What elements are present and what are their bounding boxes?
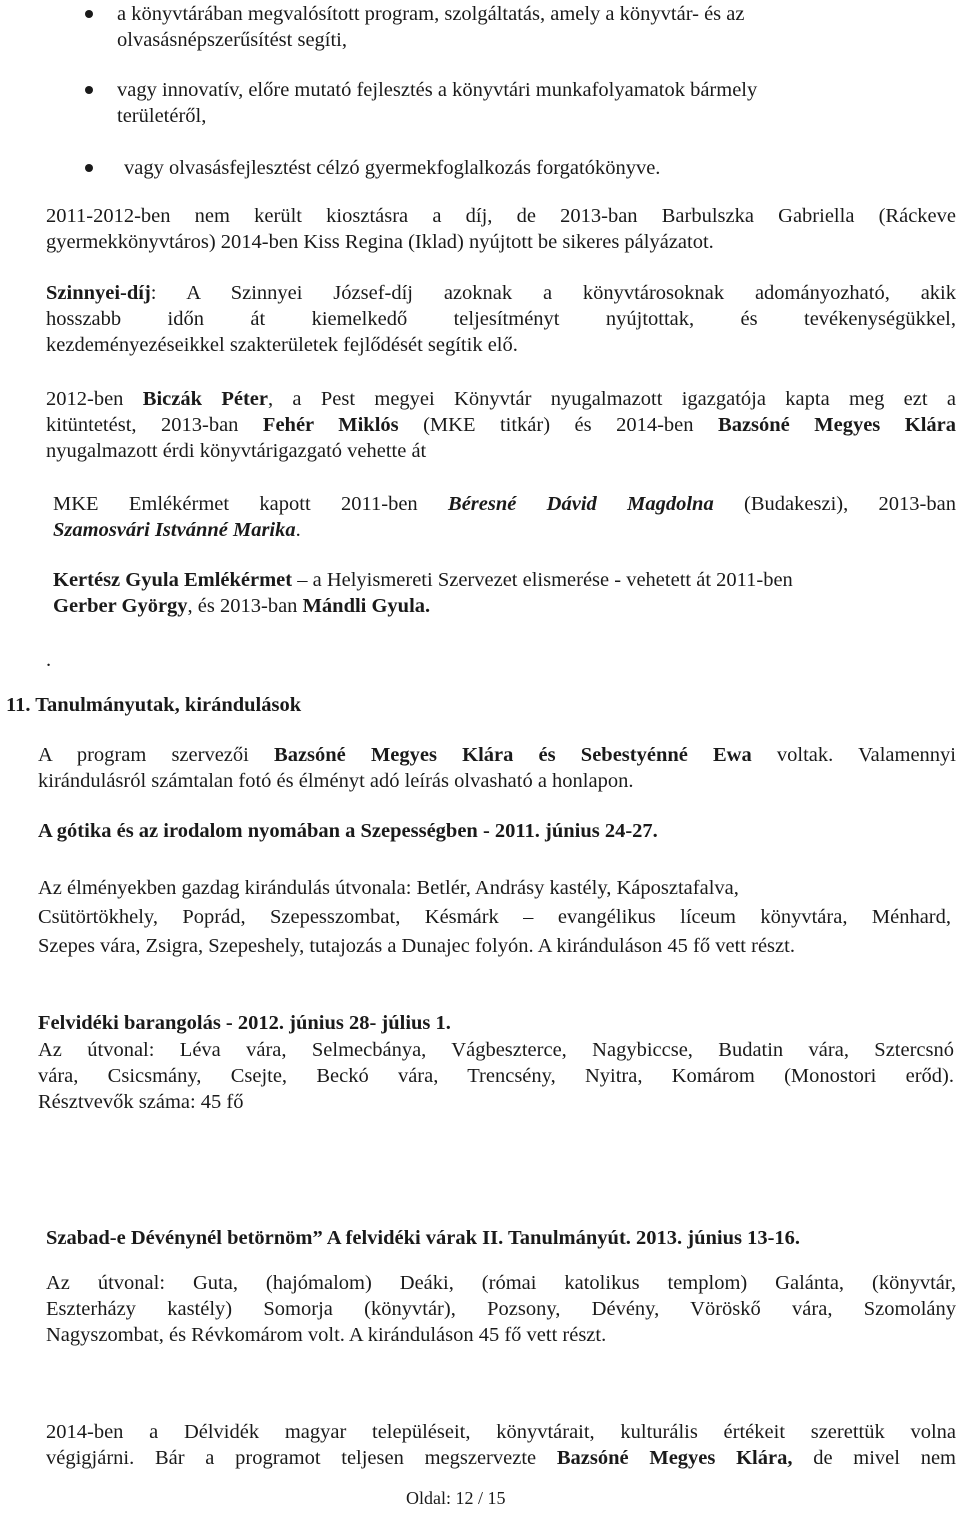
trip-title: Szabad-e Dévénynél betörnöm” A felvidéki várak II. Tanulmányút. 2013. június 13-16. bbox=[46, 1227, 801, 1249]
paragraph-biczak bbox=[46, 386, 956, 464]
trip-description bbox=[46, 1270, 956, 1348]
trip-description bbox=[38, 1037, 954, 1115]
text-line: Nagyszombat, és Révkomárom volt. A kiránduláson 45 fő vett részt. bbox=[46, 1324, 607, 1346]
text-line: a könyvtárában megvalósított program, szolgáltatás, amely a könyvtár- és az bbox=[117, 3, 745, 25]
bullet-icon bbox=[85, 164, 93, 172]
text-line: Az útvonal: Léva vára, Selmecbánya, Vágbeszterce, Nagybiccse, Budatin vára, Sztercsnó bbox=[38, 1039, 954, 1061]
text-line: Csütörtökhely, Poprád, Szepesszombat, Késmárk – evangélikus líceum könyvtára, Ménhard, bbox=[38, 906, 951, 928]
page-number: Oldal: 12 / 15 bbox=[406, 1488, 506, 1508]
stray-dot: . bbox=[46, 649, 52, 671]
text-line: 2011-2012-ben nem került kiosztásra a díj, de 2013-ban Barbulszka Gabriella (Ráckeve bbox=[46, 205, 956, 227]
trip-description bbox=[38, 875, 951, 959]
szinnyei-title: Szinnyei-díj bbox=[46, 282, 151, 304]
text-line: kezdeményezéseikkel szakterületek fejlődését segítik elő. bbox=[46, 334, 518, 356]
text-line: Szamosvári Istvánné Marika. bbox=[53, 519, 301, 541]
text-line: 2014-ben a Délvidék magyar településeit, könyvtárait, kulturális értékeit szerettük volna bbox=[46, 1421, 956, 1443]
text-line: Szepes vára, Zsigra, Szepeshely, tutajozás a Dunajec folyón. A kiránduláson 45 fő vett részt. bbox=[38, 935, 795, 957]
paragraph-szinnyei bbox=[46, 280, 956, 358]
text-line: területéről, bbox=[117, 105, 207, 127]
text-line: Szinnyei-díj: A Szinnyei József-díj azoknak a könyvtárosoknak adományozható, akik bbox=[46, 282, 956, 304]
text-line: kitüntetést, 2013-ban Fehér Miklós (MKE titkár) és 2014-ben Bazsóné Megyes Klára bbox=[46, 414, 956, 436]
text-line: Az útvonal: Guta, (hajómalom) Deáki, (római katolikus templom) Galánta, (könyvtár, bbox=[46, 1272, 956, 1294]
bullet-item bbox=[117, 1, 897, 53]
section-heading bbox=[6, 692, 301, 718]
bullet-item bbox=[117, 77, 897, 129]
text-line: Gerber György, és 2013-ban Mándli Gyula. bbox=[53, 595, 431, 617]
paragraph-mke bbox=[53, 491, 956, 543]
paragraph-program bbox=[38, 742, 956, 794]
paragraph-2011 bbox=[46, 203, 956, 255]
text-line: Résztvevők száma: 45 fő bbox=[38, 1091, 244, 1113]
text-line: hosszabb időn át kiemelkedő teljesítményt nyújtottak, és tevékenységükkel, bbox=[46, 308, 956, 330]
text-line: vagy innovatív, előre mutató fejlesztés a könyvtári munkafolyamatok bármely bbox=[117, 79, 758, 101]
section-number: 11. bbox=[6, 694, 31, 716]
text-line: nyugalmazott érdi könyvtárigazgató vehette át bbox=[46, 440, 427, 462]
bullet-icon bbox=[85, 86, 93, 94]
text-line: Az élményekben gazdag kirándulás útvonala: Betlér, Andrásy kastély, Káposztafalva, bbox=[38, 877, 739, 899]
text-line: Kertész Gyula Emlékérmet – a Helyismereti Szervezet elismerése - vehetett át 2011-ben bbox=[53, 569, 793, 591]
paragraph-2014 bbox=[46, 1419, 956, 1471]
text-line: vagy olvasásfejlesztést célzó gyermekfoglalkozás forgatókönyve. bbox=[124, 157, 661, 179]
trip-title: Felvidéki barangolás - 2012. június 28- július 1. bbox=[38, 1012, 451, 1034]
text-line: 2012-ben Biczák Péter, a Pest megyei Könyvtár nyugalmazott igazgatója kapta meg ezt a bbox=[46, 388, 956, 410]
bullet-icon bbox=[85, 10, 93, 18]
text-line: végigjárni. Bár a programot teljesen megszervezte Bazsóné Megyes Klára, de mivel nem bbox=[46, 1447, 956, 1469]
paragraph-kertesz bbox=[53, 567, 956, 619]
section-title: Tanulmányutak, kirándulások bbox=[35, 694, 302, 716]
text-line: olvasásnépszerűsítést segíti, bbox=[117, 29, 348, 51]
text-line: gyermekkönyvtáros) 2014-ben Kiss Regina (Iklad) nyújtott be sikeres pályázatot. bbox=[46, 231, 714, 253]
text-line: Eszterházy kastély) Somorja (könyvtár), Pozsony, Dévény, Vöröskő vára, Szomolány bbox=[46, 1298, 956, 1320]
trip-title: A gótika és az irodalom nyomában a Szepességben - 2011. június 24-27. bbox=[38, 820, 658, 842]
text-line: MKE Emlékérmet kapott 2011-ben Béresné Dávid Magdolna (Budakeszi), 2013-ban bbox=[53, 493, 956, 515]
bullet-item bbox=[124, 155, 904, 181]
text-line: kirándulásról számtalan fotó és élményt adó leírás olvasható a honlapon. bbox=[38, 770, 634, 792]
text-line: vára, Csicsmány, Csejte, Beckó vára, Trencsény, Nyitra, Komárom (Monostori erőd). bbox=[38, 1065, 954, 1087]
text-line: A program szervezői Bazsóné Megyes Klára és Sebestyénné Ewa voltak. Valamennyi bbox=[38, 744, 956, 766]
